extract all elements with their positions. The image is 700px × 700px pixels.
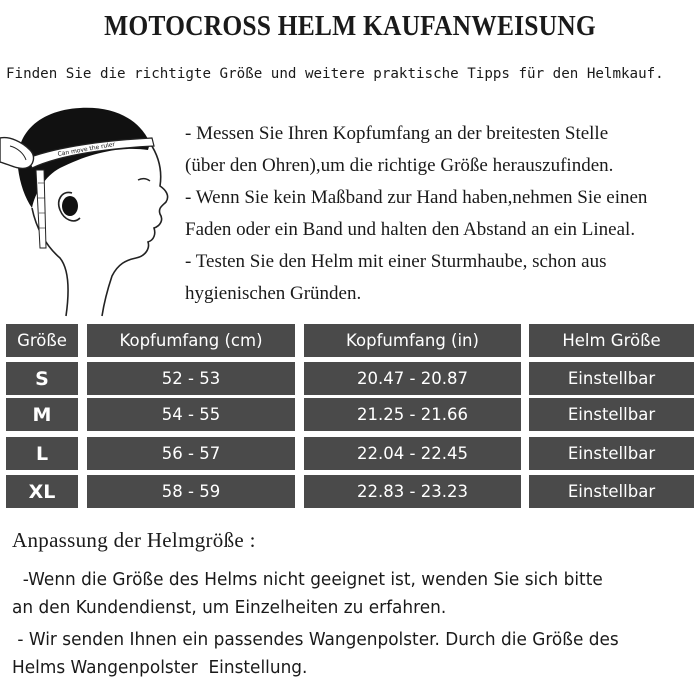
adjustment-title: Anpassung der Helmgröße : [12,528,256,552]
in-value: 22.04 - 22.45 [304,437,521,470]
cm-value: 52 - 53 [87,362,295,395]
eye [138,179,150,181]
tip-line: - Messen Sie Ihren Kopfumfang an der breitesten Stelle [185,123,609,144]
header-groesse: Größe [6,324,78,357]
note-line: - Wir senden Ihnen ein passendes Wangenpolster. Durch die Größe des [12,629,619,650]
head-measurement-illustration [0,98,200,318]
ruler-text: Can move the ruler [57,140,116,158]
size-label-xl: XL [6,475,78,508]
note-line: Helms Wangenpolster Einstellung. [12,657,308,678]
helm-value: Einstellbar [529,437,694,470]
adjustment-note-2 [12,626,659,682]
tip-line: - Testen Sie den Helm mit einer Sturmhaube, schon aus [185,251,607,272]
cm-value: 56 - 57 [87,437,295,470]
header-kopfumfang-cm: Kopfumfang (cm) [87,324,295,357]
cm-value: 58 - 59 [87,475,295,508]
size-label-s: S [6,362,78,395]
size-label-m: M [6,398,78,431]
note-line: -Wenn die Größe des Helms nicht geeignet ist, wenden Sie sich bitte [12,569,603,590]
header-kopfumfang-in: Kopfumfang (in) [304,324,521,357]
face-outline [102,143,168,316]
header-helm-groesse: Helm Größe [529,324,694,357]
in-value: 21.25 - 21.66 [304,398,521,431]
page-title: MOTOCROSS HELM KAUFANWEISUNG [104,10,596,42]
in-value: 20.47 - 20.87 [304,362,521,395]
tip-line: hygienischen Gründen. [185,283,362,304]
measurement-tips [185,118,700,310]
helm-value: Einstellbar [529,362,694,395]
in-value: 22.83 - 23.23 [304,475,521,508]
tip-line: (über den Ohren),um die richtige Größe herauszufinden. [185,155,614,176]
note-line: an den Kundendienst, um Einzelheiten zu erfahren. [12,597,447,618]
ear-fill [62,196,78,216]
adjustment-note-1 [12,566,659,622]
helm-value: Einstellbar [529,475,694,508]
tip-line: - Wenn Sie kein Maßband zur Hand haben,nehmen Sie einen [185,187,648,208]
tape-hanging-end [36,170,46,248]
cm-value: 54 - 55 [87,398,295,431]
neck-outline [32,208,68,316]
size-label-l: L [6,437,78,470]
helm-value: Einstellbar [529,398,694,431]
subtitle: Finden Sie die richtigte Größe und weitere praktische Tipps für den Helmkauf. [6,66,664,82]
tip-line: Faden oder ein Band und halten den Abstand an ein Lineal. [185,219,636,240]
